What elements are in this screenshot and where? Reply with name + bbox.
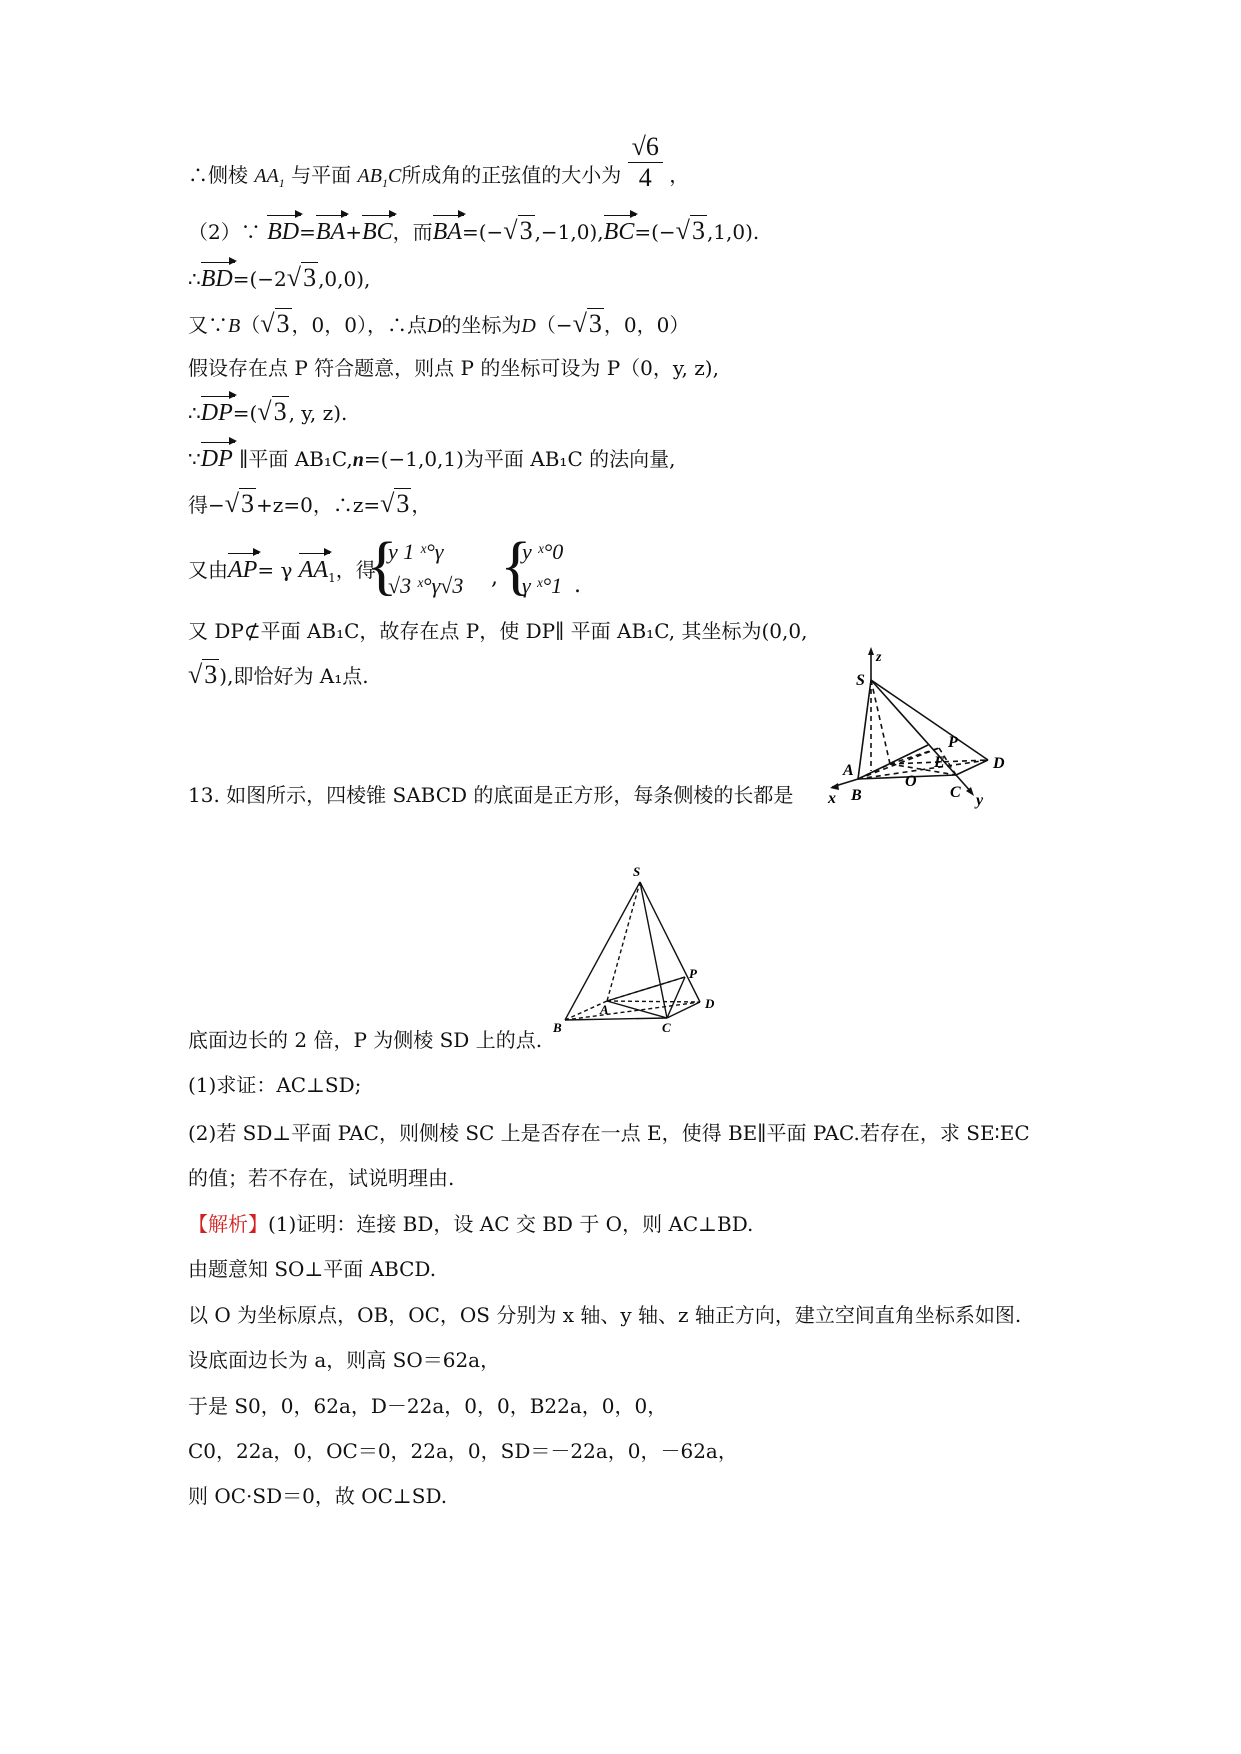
text: +z=0，∴z=: [256, 493, 381, 517]
line-19: 以 O 为坐标原点，OB，OC，OS 分别为 x 轴、y 轴、z 轴正方向，建立空间直角坐标系如图.: [188, 1303, 1022, 1327]
equation-row: γ ˣ°1: [522, 573, 563, 598]
sqrt: √3: [675, 216, 705, 245]
label-D: D: [705, 996, 715, 1011]
line-7: [188, 444, 675, 475]
text: ，而: [392, 220, 433, 244]
text: , y, z).: [288, 401, 348, 425]
radicand: 3: [519, 216, 533, 245]
radicand: 3: [691, 216, 705, 245]
text: D: [426, 315, 442, 337]
text: ，得: [335, 558, 376, 582]
text: ∴: [188, 401, 201, 425]
line-10: 又 DP⊄平面 AB₁C，故存在点 P，使 DP∥ 平面 AB₁C, 其坐标为(0,0,: [188, 619, 808, 643]
sqrt: √3: [286, 263, 317, 292]
text: 得−: [188, 493, 225, 517]
sqrt: √3: [380, 489, 410, 518]
text: AB: [357, 165, 382, 187]
text: ，: [669, 163, 690, 187]
line-1: [188, 132, 690, 198]
text: 1: [328, 571, 336, 585]
text: =(−: [461, 220, 504, 244]
sqrt: √3: [572, 309, 602, 338]
normal-vector-n: n: [352, 449, 364, 471]
label-y: y: [976, 792, 984, 809]
label-A: A: [843, 762, 854, 779]
equation-row: y 1 ˣ°γ: [388, 539, 444, 564]
label-C: C: [950, 784, 961, 801]
text: =(−1,0,1)为平面 AB₁C 的法向量,: [363, 447, 676, 471]
equation-row: y ˣ°0: [522, 539, 564, 564]
label-z: z: [876, 650, 882, 665]
text: 1: [381, 176, 388, 190]
text: ,1,0).: [706, 220, 760, 244]
vector-DP: DP: [200, 400, 233, 426]
label-x: x: [828, 790, 836, 807]
line-8: [188, 489, 431, 520]
line-3: [188, 263, 370, 294]
text: ，0，0），∴点: [291, 313, 427, 337]
radicand: 3: [276, 309, 290, 338]
comma: ,: [491, 565, 498, 590]
text: +: [345, 220, 362, 244]
radicand: 3: [273, 397, 287, 426]
brace-left-1: {: [366, 529, 398, 602]
text: ∴侧棱: [188, 163, 248, 187]
line-18: 由题意知 SO⊥平面 ABCD.: [188, 1257, 437, 1281]
label-A: A: [600, 1002, 609, 1017]
sqrt: √3: [188, 660, 218, 689]
label-C: C: [662, 1020, 671, 1035]
text: 1: [278, 176, 285, 190]
line-13: 底面边长的 2 倍，P 为侧棱 SD 上的点.: [188, 1028, 543, 1052]
text: 与平面: [291, 163, 352, 187]
label-E: E: [934, 754, 945, 771]
text: .: [574, 573, 581, 598]
text: ∵: [188, 447, 201, 471]
sqrt: √3: [260, 309, 290, 338]
text: ,−1,0),: [534, 220, 604, 244]
vector-DP: DP: [200, 446, 233, 472]
line-21: 于是 S0，0，62a，D－22a，0，0，B22a，0，0，: [188, 1394, 668, 1418]
line-4: [188, 309, 689, 341]
line-2: [188, 216, 759, 247]
vector-BD: BD: [200, 266, 233, 292]
label-B: B: [851, 787, 862, 804]
text: = γ: [257, 558, 293, 582]
text: （−: [535, 313, 573, 337]
radicand: 3: [303, 263, 317, 292]
label-P: P: [689, 966, 697, 981]
label-S: S: [856, 672, 865, 689]
line-17: [188, 1209, 753, 1239]
vector-BD: BD: [267, 219, 300, 245]
brace-left-2: {: [500, 529, 532, 602]
text: ，0，0）: [603, 313, 690, 337]
line-11: [188, 660, 369, 691]
line-14: (1)求证：AC⊥SD;: [188, 1073, 362, 1097]
radicand: 3: [204, 660, 218, 689]
vector-BA: BA: [432, 219, 462, 245]
text: =(−: [634, 220, 676, 244]
text: ∥平面 AB₁C,: [239, 447, 353, 471]
text: 又由: [188, 558, 228, 582]
line-6: [188, 397, 347, 428]
text: B: [228, 315, 241, 337]
sqrt: √3: [503, 216, 533, 245]
text: ),即恰好为 A₁点.: [219, 664, 369, 688]
label-O: O: [905, 773, 917, 790]
vector-BC: BC: [603, 219, 635, 245]
line-22: C0，22a，0，OC＝0，22a，0，SD＝－22a，0，－62a，: [188, 1439, 738, 1463]
vector-BC: BC: [361, 219, 393, 245]
analysis-tag: 【解析】: [188, 1212, 268, 1236]
line-20: 设底面边长为 a，则高 SO＝62a，: [188, 1348, 501, 1372]
text: AA: [254, 165, 279, 187]
label-S: S: [633, 864, 641, 879]
figure-pyramid-axes: [828, 645, 1033, 830]
fraction: [628, 132, 663, 193]
line-12: 13. 如图所示，四棱锥 SABCD 的底面是正方形，每条侧棱的长都是: [188, 783, 794, 807]
radicand: 3: [396, 489, 410, 518]
line-16: 的值；若不存在，试说明理由.: [188, 1166, 455, 1190]
text: ，: [411, 493, 432, 517]
text: =(−2: [232, 267, 287, 291]
line-23: 则 OC·SD＝0，故 OC⊥SD.: [188, 1484, 448, 1508]
numerator: √6: [628, 132, 663, 163]
text: ∴: [188, 267, 201, 291]
text: 所成角的正弦值的大小为: [401, 163, 622, 187]
text: （: [240, 313, 261, 337]
equation-row: √3 ˣ°γ√3: [388, 573, 464, 598]
line-5: 假设存在点 P 符合题意，则点 P 的坐标可设为 P（0，y, z),: [188, 356, 719, 380]
text: （2）∵: [188, 220, 261, 244]
text: ,0,0),: [318, 267, 371, 291]
vector-AP: AP: [228, 557, 258, 583]
sqrt: √3: [257, 397, 287, 426]
eq-lead: [188, 555, 376, 593]
figure-pyramid: [555, 862, 715, 1037]
text: 的坐标为: [441, 313, 522, 337]
radicand: 3: [241, 489, 255, 518]
radicand: 3: [588, 309, 602, 338]
label-B: B: [553, 1020, 562, 1035]
text: C: [387, 165, 402, 187]
text: =: [299, 220, 316, 244]
label-P: P: [948, 734, 958, 751]
denominator: 4: [638, 163, 652, 192]
text: 又∵: [188, 313, 228, 337]
vector-BA: BA: [315, 219, 346, 245]
vector-AA1: AA: [298, 557, 329, 583]
label-D: D: [993, 755, 1005, 772]
text: D: [521, 315, 536, 337]
line-15: (2)若 SD⊥平面 PAC，则侧棱 SC 上是否存在一点 E，使得 BE∥平面 PAC.若存在，求 SE∶EC: [188, 1121, 1030, 1145]
text: =(: [232, 401, 258, 425]
sqrt: √3: [224, 489, 255, 518]
text: (1)证明：连接 BD，设 AC 交 BD 于 O，则 AC⊥BD.: [268, 1212, 754, 1236]
